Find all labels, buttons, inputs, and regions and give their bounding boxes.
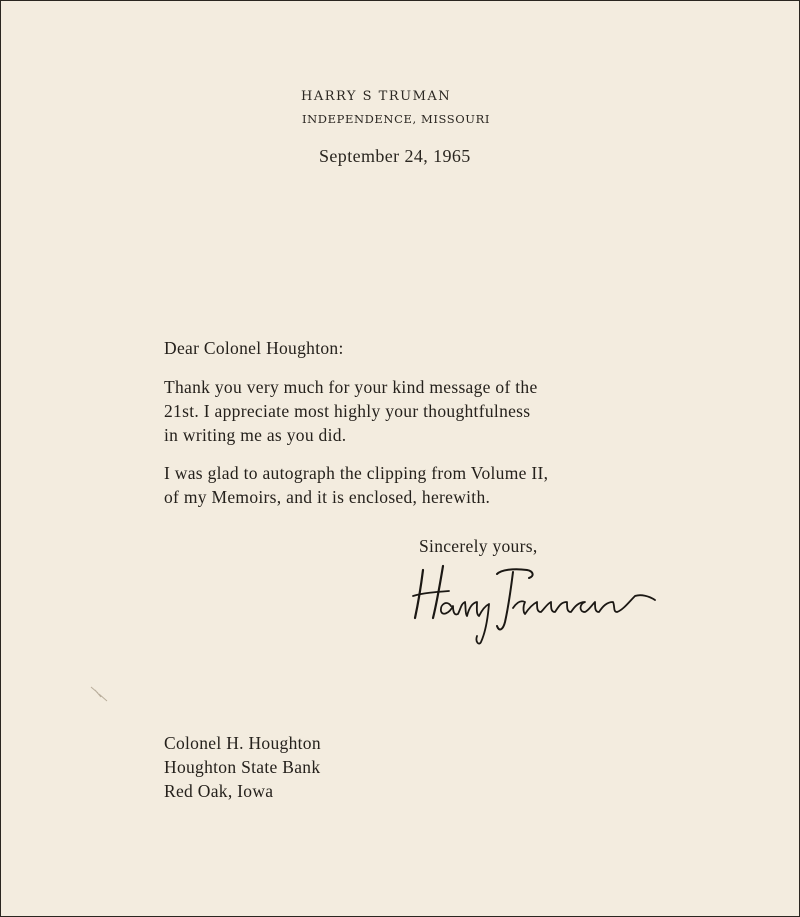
letterhead-place: INDEPENDENCE, MISSOURI	[302, 112, 490, 126]
paragraph-line: 21st. I appreciate most highly your thoughtfulness	[164, 401, 531, 421]
paragraph-1	[164, 375, 538, 447]
paragraph-line: Thank you very much for your kind message of the	[164, 377, 538, 397]
address-line: Colonel H. Houghton	[164, 733, 321, 753]
paragraph-line: I was glad to autograph the clipping from Volume II,	[164, 463, 549, 483]
closing: Sincerely yours,	[419, 536, 538, 556]
recipient-address	[164, 731, 321, 803]
paragraph-line: of my Memoirs, and it is enclosed, herewith.	[164, 487, 491, 507]
letter-date: September 24, 1965	[319, 146, 471, 166]
paragraph-2	[164, 461, 548, 509]
address-line: Houghton State Bank	[164, 757, 321, 777]
letterhead-name: HARRY S TRUMAN	[301, 89, 452, 104]
salutation: Dear Colonel Houghton:	[164, 338, 344, 358]
address-line: Red Oak, Iowa	[164, 781, 274, 801]
paragraph-line: in writing me as you did.	[164, 425, 347, 445]
handwritten-signature	[409, 556, 659, 646]
paper-mark	[89, 685, 111, 705]
